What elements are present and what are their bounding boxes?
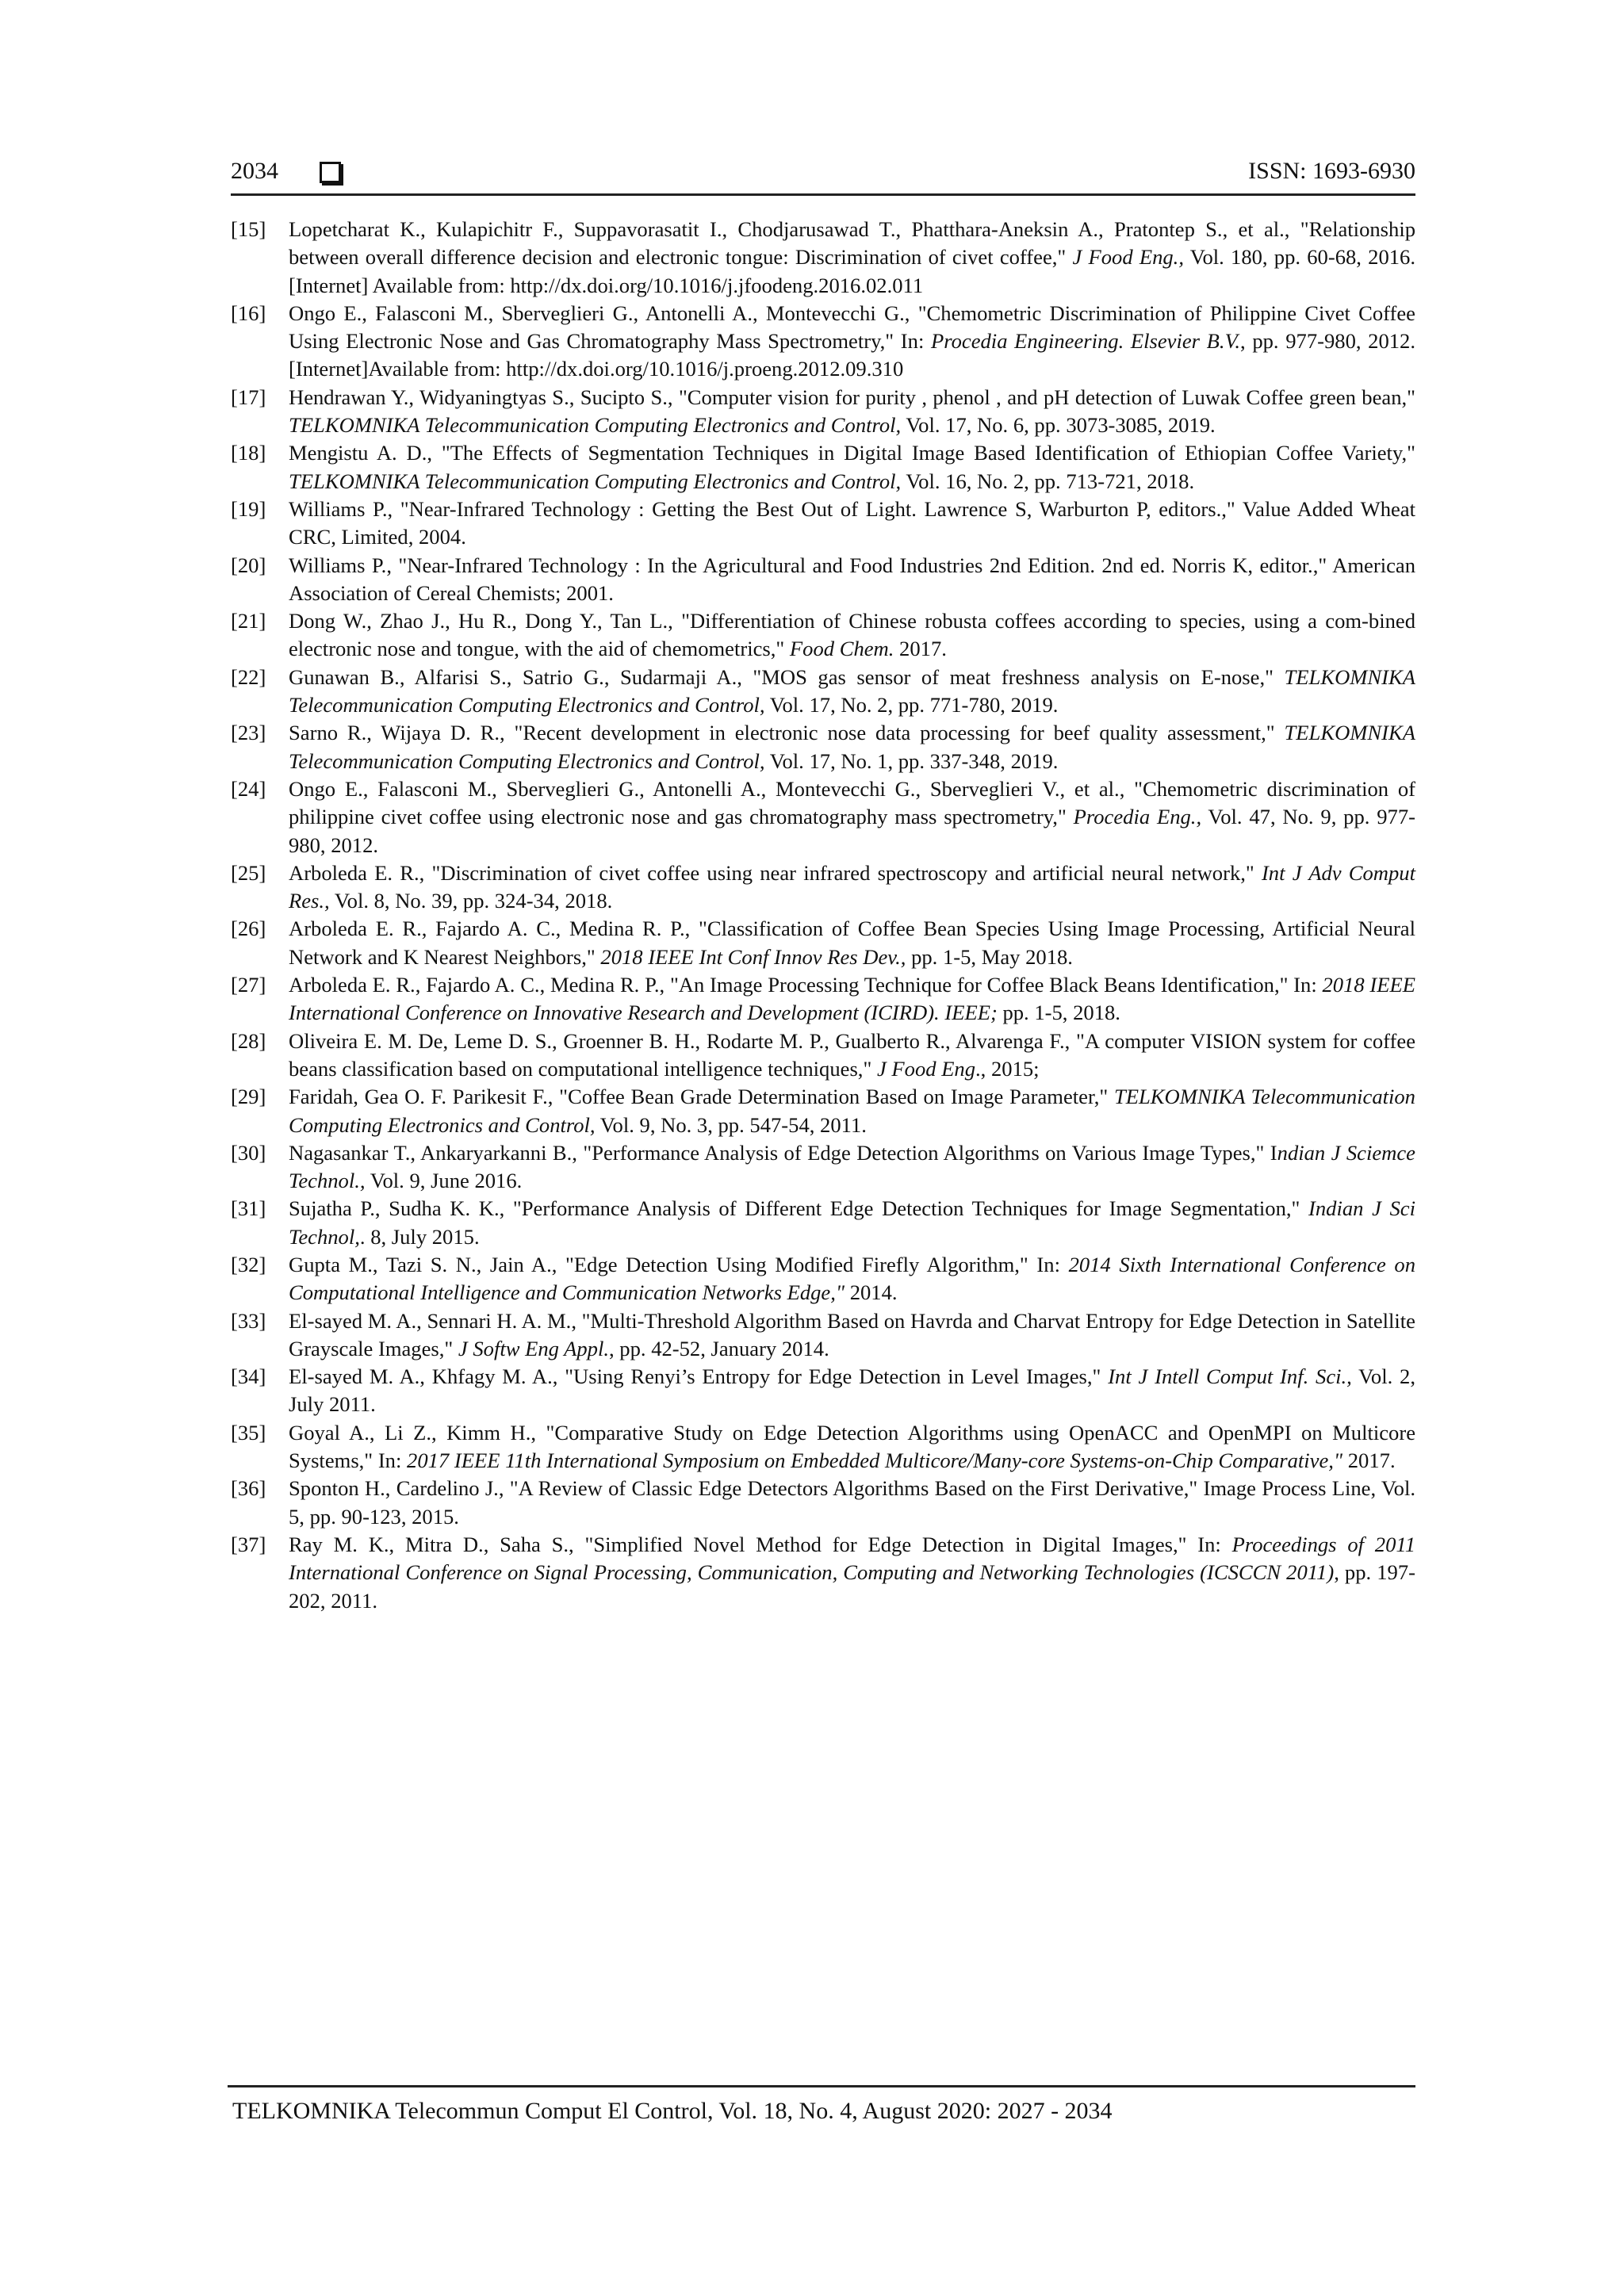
square-bullet-icon (320, 162, 341, 183)
reference-text (289, 1419, 1415, 1475)
reference-number: [17] (231, 385, 266, 409)
reference-text-segment: 2017. (894, 637, 947, 661)
reference-source-title: Indian J Sci Technol, (289, 1196, 1415, 1249)
reference-text-segment: , pp. 42-52, January 2014. (609, 1336, 829, 1360)
reference-text (289, 1083, 1415, 1139)
reference-number: [26] (231, 916, 266, 941)
reference-text-segment: Vol. 8, No. 39, pp. 324-34, 2018. (329, 889, 613, 913)
reference-text-segment: Sponton H., Cardelino J., "A Review of Classic Edge Detectors Algorithms Based on the First Derivative," Image Process Line, Vol. 5, pp. 90-123, 2015. (289, 1476, 1415, 1529)
reference-item (231, 1531, 1415, 1615)
reference-item (231, 216, 1415, 300)
reference-text (289, 552, 1415, 608)
reference-text (289, 664, 1415, 720)
reference-number: [24] (231, 776, 266, 801)
reference-number: [27] (231, 973, 266, 997)
reference-text-segment: Vol. 17, No. 1, pp. 337-348, 2019. (764, 748, 1059, 773)
reference-text (289, 971, 1415, 1027)
reference-source-title: TELKOMNIKA Telecommunication Computing Electronics and Control, (289, 1085, 1415, 1137)
reference-number: [22] (231, 664, 266, 689)
reference-text-segment: ., 2015; (975, 1056, 1040, 1081)
reference-item (231, 1195, 1415, 1251)
reference-text-segment: Hendrawan Y., Widyaningtyas S., Sucipto S., "Computer vision for purity , phenol , and pH detection of Luwak Coffee green bean," (289, 385, 1415, 409)
reference-item (231, 1083, 1415, 1139)
journal-citation: TELKOMNIKA Telecommun Comput El Control, Vol. 18, No. 4, August 2020: 2027 - 2034 (232, 2098, 1113, 2124)
reference-source-title: J Food Eng., (1072, 245, 1184, 270)
reference-text (289, 1195, 1415, 1251)
reference-text (289, 607, 1415, 664)
reference-number: [28] (231, 1028, 266, 1053)
reference-source-title: TELKOMNIKA Telecommunication Computing Electronics and Control, (289, 721, 1415, 773)
reference-text (289, 300, 1415, 384)
reference-text-segment: Sujatha P., Sudha K. K., "Performance Analysis of Different Edge Detection Techniques for Image Segmentation," (289, 1196, 1309, 1221)
reference-text-segment: Lopetcharat K., Kulapichitr F., Suppavorasatit I., Chodjarusawad T., Phatthara-Aneksin A., Pratontep S., et al., "Relationship between overall difference decision and electronic tongue: Discrimination of civet coffee," (289, 217, 1415, 270)
reference-text-segment: Nagasankar T., Ankaryarkanni B., "Performance Analysis of Edge Detection Algorithms on Various Image Types," I (289, 1140, 1277, 1165)
reference-text-segment: Williams P., "Near-Infrared Technology : In the Agricultural and Food Industries 2nd Edition. 2nd ed. Norris K, editor.," American Association of Cereal Chemists; 2001. (289, 553, 1415, 605)
reference-item (231, 775, 1415, 859)
reference-number: [29] (231, 1085, 266, 1109)
reference-number: [20] (231, 553, 266, 577)
reference-text-segment: El-sayed M. A., Sennari H. A. M., "Multi-Threshold Algorithm Based on Havrda and Charvat Entropy for Edge Detection in Satellite Grayscale Images," (289, 1308, 1415, 1360)
reference-source-title: J Food Eng (876, 1056, 976, 1081)
reference-text (289, 496, 1415, 552)
reference-source-title: Int J Adv Comput Res., (289, 860, 1415, 913)
reference-text-segment: Gupta M., Tazi S. N., Jain A., "Edge Detection Using Modified Firefly Algorithm," In: (289, 1252, 1069, 1276)
reference-source-title: 2017 IEEE 11th International Symposium on Embedded Multicore/Many-core Systems-on-Chip Comparative," (407, 1448, 1343, 1473)
reference-item (231, 607, 1415, 664)
reference-source-title: TELKOMNIKA Telecommunication Computing Electronics and Control, (289, 469, 902, 493)
reference-text-segment: Mengistu A. D., "The Effects of Segmentation Techniques in Digital Image Based Identification of Ethiopian Coffee Variety," (289, 441, 1415, 465)
reference-number: [16] (231, 300, 266, 325)
reference-text-segment: , pp. 977-980, 2012. [Internet]Available from: http://dx.doi.org/10.1016/j.proeng.2012.09.310 (289, 329, 1416, 381)
reference-source-title: Procedia Eng., (1073, 805, 1202, 829)
reference-text (289, 1475, 1415, 1531)
reference-text-segment: Vol. 17, No. 6, pp. 3073-3085, 2019. (901, 413, 1216, 438)
reference-text-segment: El-sayed M. A., Khfagy M. A., "Using Renyi’s Entropy for Edge Detection in Level Images," (289, 1364, 1109, 1389)
reference-number: [31] (231, 1196, 266, 1221)
reference-source-title: TELKOMNIKA Telecommunication Computing Electronics and Control, (289, 664, 1415, 718)
reference-number: [33] (231, 1308, 266, 1333)
reference-item (231, 1139, 1415, 1196)
reference-text-segment: Vol. 180, pp. 60-68, 2016. [Internet] Available from: http://dx.doi.org/10.1016/j.jfoodeng.2016.02.011 (289, 245, 1415, 297)
reference-text-segment: . 8, July 2015. (359, 1224, 480, 1249)
reference-text-segment: Ray M. K., Mitra D., Saha S., "Simplified Novel Method for Edge Detection in Digital Images," In: (289, 1532, 1232, 1556)
reference-text (289, 859, 1415, 916)
reference-text-segment: Ongo E., Falasconi M., Sberveglieri G., Antonelli A., Montevecchi G., "Chemometric Discrimination of Philippine Civet Coffee Using Electronic Nose and Gas Chromatography Mass Spectrometry," In: (289, 300, 1415, 354)
reference-source-title: Food Chem. (789, 637, 894, 661)
page-number: 2034 (231, 158, 278, 184)
reference-text (289, 719, 1415, 775)
reference-number: [19] (231, 496, 266, 521)
reference-text-segment: Dong W., Zhao J., Hu R., Dong Y., Tan L., "Differentiation of Chinese robusta coffees according to species, using a com-bined electronic nose and tongue, with the aid of chemometrics," (289, 609, 1415, 661)
reference-text-segment: 2014. (845, 1280, 898, 1305)
reference-item (231, 971, 1415, 1027)
reference-item (231, 1027, 1415, 1084)
reference-text-segment: 2017. (1342, 1448, 1396, 1473)
reference-text-segment: Goyal A., Li Z., Kimm H., "Comparative Study on Edge Detection Algorithms using OpenACC and OpenMPI on Multicore Systems," In: (289, 1420, 1415, 1473)
reference-item (231, 915, 1415, 971)
reference-list (231, 216, 1415, 1615)
reference-number: [15] (231, 217, 266, 241)
reference-source-title: TELKOMNIKA Telecommunication Computing Electronics and Control, (289, 413, 902, 438)
page-footer (228, 2085, 1415, 2124)
reference-text (289, 439, 1415, 496)
reference-item (231, 719, 1415, 775)
reference-source-title: Procedia Engineering. Elsevier B.V. (931, 329, 1241, 354)
reference-text-segment: Williams P., "Near-Infrared Technology : Getting the Best Out of Light. Lawrence S, Warburton P, editors.," Value Added Wheat CRC, Limited, 2004. (289, 496, 1415, 549)
reference-text (289, 384, 1415, 440)
reference-number: [25] (231, 860, 266, 885)
reference-text-segment: Sarno R., Wijaya D. R., "Recent development in electronic nose data processing for beef quality assessment," (289, 721, 1285, 745)
reference-number: [32] (231, 1252, 266, 1276)
reference-text-segment: pp. 1-5, 2018. (997, 1001, 1120, 1025)
reference-text (289, 1251, 1415, 1307)
reference-text (289, 1027, 1415, 1084)
reference-item (231, 384, 1415, 440)
reference-text-segment: Vol. 9, June 2016. (365, 1169, 523, 1193)
reference-source-title: 2014 Sixth International Conference on Computational Intelligence and Communication Networks Edge," (289, 1252, 1415, 1305)
reference-item (231, 300, 1415, 384)
reference-item (231, 859, 1415, 916)
reference-number: [35] (231, 1420, 266, 1445)
reference-item (231, 1475, 1415, 1531)
reference-text (289, 915, 1415, 971)
reference-source-title: 2018 IEEE International Conference on Innovative Research and Development (ICIRD). IEEE; (289, 973, 1415, 1025)
reference-number: [34] (231, 1364, 266, 1389)
reference-source-title: Proceedings of 2011 International Conference on Signal Processing, Communication, Computing and Networking Technologies (ICSCCN 2011) (289, 1532, 1416, 1585)
reference-text-segment: Vol. 16, No. 2, pp. 713-721, 2018. (901, 469, 1195, 493)
reference-text-segment: Gunawan B., Alfarisi S., Satrio G., Sudarmaji A., "MOS gas sensor of meat freshness analysis on E-nose," (289, 664, 1285, 689)
reference-source-title: ndian J Sciemce Technol., (289, 1140, 1415, 1193)
reference-item (231, 496, 1415, 552)
reference-number: [37] (231, 1532, 266, 1556)
reference-text-segment: Vol. 47, No. 9, pp. 977-980, 2012. (289, 805, 1415, 857)
reference-text (289, 1139, 1415, 1196)
reference-text-segment: , pp. 197-202, 2011. (289, 1560, 1415, 1613)
reference-source-title: J Softw Eng Appl. (458, 1336, 609, 1360)
reference-number: [36] (231, 1476, 266, 1501)
reference-item (231, 1307, 1415, 1364)
reference-text-segment: Vol. 17, No. 2, pp. 771-780, 2019. (764, 693, 1059, 718)
reference-text (289, 775, 1415, 859)
reference-item (231, 439, 1415, 496)
reference-number: [23] (231, 721, 266, 745)
reference-text-segment: Ongo E., Falasconi M., Sberveglieri G., Antonelli A., Montevecchi G., Sberveglieri V., et al., "Chemometric discrimination of philippine civet coffee using electronic nose and gas chromatography mass spectrometry," (289, 776, 1415, 829)
reference-item (231, 1419, 1415, 1475)
reference-text (289, 1363, 1415, 1419)
reference-text-segment: Arboleda E. R., Fajardo A. C., Medina R. P., "An Image Processing Technique for Coffee Black Beans Identification," In: (289, 973, 1323, 997)
reference-text-segment: Vol. 9, No. 3, pp. 547-54, 2011. (595, 1112, 867, 1137)
reference-source-title: 2018 IEEE Int Conf Innov Res Dev., (600, 944, 906, 969)
reference-text-segment: Vol. 2, July 2011. (289, 1364, 1415, 1417)
reference-text-segment: pp. 1-5, May 2018. (906, 944, 1073, 969)
reference-source-title: Int J Intell Comput Inf. Sci., (1108, 1364, 1352, 1389)
reference-text-segment: Faridah, Gea O. F. Parikesit F., "Coffee Bean Grade Determination Based on Image Parameter," (289, 1085, 1114, 1109)
reference-number: [18] (231, 441, 266, 465)
reference-item (231, 1251, 1415, 1307)
reference-text-segment: Arboleda E. R., Fajardo A. C., Medina R. P., "Classification of Coffee Bean Species Using Image Processing, Artificial Neural Network and K Nearest Neighbors," (289, 916, 1415, 969)
reference-text (289, 1531, 1415, 1615)
reference-text (289, 1307, 1415, 1364)
reference-number: [30] (231, 1140, 266, 1165)
reference-text-segment: Oliveira E. M. De, Leme D. S., Groenner B. H., Rodarte M. P., Gualberto R., Alvarenga F., "A computer VISION system for coffee beans classification based on computational intelligence techniques," (289, 1028, 1415, 1081)
reference-item (231, 1363, 1415, 1419)
reference-text-segment: Arboleda E. R., "Discrimination of civet coffee using near infrared spectroscopy and artificial neural network," (289, 860, 1262, 885)
page-header (231, 155, 1415, 196)
issn-label: ISSN: 1693-6930 (1248, 158, 1415, 184)
reference-number: [21] (231, 609, 266, 633)
reference-item (231, 664, 1415, 720)
reference-text (289, 216, 1415, 300)
reference-item (231, 552, 1415, 608)
